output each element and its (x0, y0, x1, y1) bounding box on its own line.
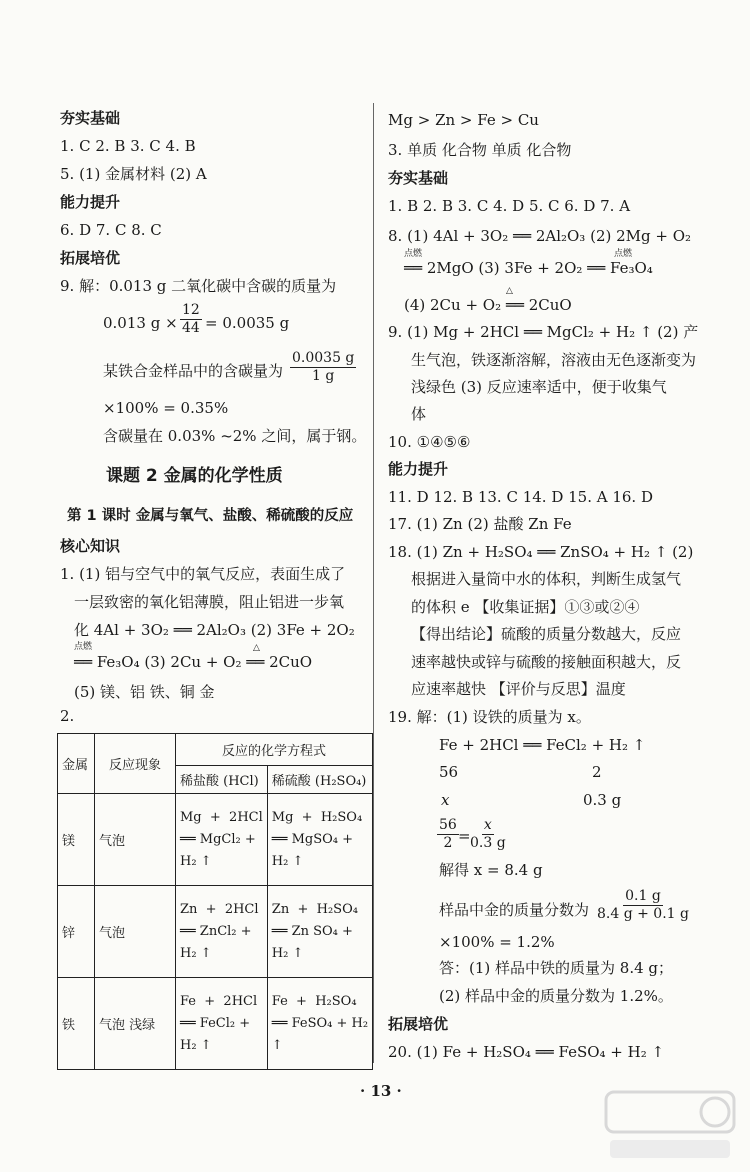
equals-sign: = (458, 827, 471, 845)
answer-line: 浅绿色 (3) 反应速率适中，便于收集气 (411, 378, 667, 396)
answer-line: 化 4Al + 3O₂ ══ 2Al₂O₃ (2) 3Fe + 2O₂ (74, 621, 355, 639)
lesson-title: 课题 2 金属的化学性质 (106, 466, 283, 486)
header-hcl: 稀盐酸 (HCl) (176, 766, 268, 794)
header-h2so4: 稀硫酸 (H₂SO₄) (267, 766, 372, 794)
h2so4-equation-cell: Fe + H₂SO₄ ══ FeSO₄ + H₂ ↑ (267, 978, 372, 1070)
formula-text: 0.013 g × (103, 314, 178, 332)
numerator: 0.1 g (625, 888, 661, 904)
value-cell: 2 (592, 763, 602, 781)
answer-line: 应速率越快 【评价与反思】温度 (411, 680, 626, 698)
answer-line: 1. B 2. B 3. C 4. D 5. C 6. D 7. A (388, 197, 631, 215)
phenomenon-cell: 气泡 (95, 794, 176, 886)
header-phenomenon: 反应现象 (95, 734, 176, 794)
answer-line: (5) 镁、铝 铁、铜 金 (74, 683, 215, 701)
answer-line: ══ 2MgO (3) 3Fe + 2O₂ ══ Fe₃O₄ (404, 259, 653, 277)
numerator: 56 (439, 817, 457, 833)
numerator: 12 (182, 302, 200, 318)
answer-line: 速率越快或锌与硫酸的接触面积越大，反 (411, 653, 682, 671)
answer-line: 一层致密的氧化铝薄膜，阻止铝进一步氧 (74, 593, 345, 611)
answer-line: ══ Fe₃O₄ (3) 2Cu + O₂ ══ 2CuO (74, 653, 313, 671)
numerator: x (483, 817, 492, 833)
answer-line: 8. (1) 4Al + 3O₂ ══ 2Al₂O₃ (2) 2Mg + O₂ (388, 227, 692, 245)
fraction (290, 350, 356, 385)
watermark-logo (600, 1086, 740, 1166)
answer-line: (4) 2Cu + O₂ ══ 2CuO (404, 296, 572, 314)
column-divider (373, 103, 374, 1063)
question-label: 2. (60, 707, 75, 725)
reaction-table (57, 733, 373, 1070)
answer-line: 样品中金的质量分数为 (439, 901, 590, 919)
answer-line: 6. D 7. C 8. C (60, 221, 162, 239)
answer-line: 含碳量在 0.03% ~2% 之间，属于钢。 (103, 427, 367, 445)
watermark-graphic (600, 1086, 740, 1166)
denominator: 0.3 g (470, 835, 506, 851)
answer-line: 18. (1) Zn + H₂SO₄ ══ ZnSO₄ + H₂ ↑ (2) (388, 543, 694, 561)
answer-line: 的体积 e 【收集证据】①③或②④ (411, 598, 640, 616)
metal-cell: 镁 (58, 794, 95, 886)
answer-line: Mg > Zn > Fe > Cu (388, 111, 539, 129)
period-title: 第 1 课时 金属与氧气、盐酸、稀硫酸的反应 (67, 508, 354, 524)
answer-line: 5. (1) 金属材料 (2) A (60, 165, 207, 183)
answer-line: 9. (1) Mg + 2HCl ══ MgCl₂ + H₂ ↑ (2) 产 (388, 323, 699, 341)
condition-heat: △ (253, 643, 260, 653)
answer-line: 10. ①④⑤⑥ (388, 433, 471, 451)
phenomenon-cell: 气泡 浅绿 (95, 978, 176, 1070)
denominator: 44 (182, 320, 200, 336)
header-metal: 金属 (58, 734, 95, 794)
h2so4-equation-cell: Mg + H₂SO₄ ══ MgSO₄ + H₂ ↑ (267, 794, 372, 886)
answer-line: ×100% = 0.35% (103, 399, 229, 417)
condition-ignite: 点燃 (74, 642, 93, 652)
hcl-equation-cell: Zn + 2HCl ══ ZnCl₂ + H₂ ↑ (176, 886, 268, 978)
answer-line: 11. D 12. B 13. C 14. D 15. A 16. D (388, 488, 653, 506)
answer-line: 体 (411, 405, 427, 423)
condition-ignite: 点燃 (404, 249, 423, 259)
fraction (470, 817, 506, 852)
fraction (437, 817, 459, 852)
formula-text: = 0.0035 g (205, 314, 290, 332)
section-heading: 能力提升 (388, 460, 449, 478)
formula-text: 某铁合金样品中的含碳量为 (103, 362, 284, 380)
value-cell: x (441, 791, 450, 809)
answer-line: 解得 x = 8.4 g (439, 861, 543, 879)
denominator: 2 (443, 835, 453, 851)
fraction (597, 888, 689, 923)
answer-line: 生气泡，铁逐渐溶解，溶液由无色逐渐变为 (411, 351, 697, 369)
section-heading: 拓展培优 (388, 1015, 449, 1033)
section-heading: 能力提升 (60, 193, 121, 211)
value-cell: 0.3 g (583, 791, 622, 809)
denominator: 1 g (312, 368, 335, 384)
h2so4-equation-cell: Zn + H₂SO₄ ══ Zn SO₄ + H₂ ↑ (267, 886, 372, 978)
page-number: · 13 · (360, 1082, 402, 1100)
section-heading: 夯实基础 (388, 169, 449, 187)
answer-line: 1. (1) 铝与空气中的氧气反应，表面生成了 (60, 565, 346, 583)
metal-cell: 铁 (58, 978, 95, 1070)
numerator: 0.0035 g (292, 350, 355, 366)
answer-line: 3. 单质 化合物 单质 化合物 (388, 141, 572, 159)
section-heading: 夯实基础 (60, 109, 121, 127)
answer-line: 【得出结论】硫酸的质量分数越大，反应 (411, 625, 682, 643)
header-equation: 反应的化学方程式 (176, 734, 373, 766)
answer-line: 17. (1) Zn (2) 盐酸 Zn Fe (388, 515, 572, 533)
metal-cell: 锌 (58, 886, 95, 978)
section-heading: 核心知识 (60, 537, 121, 555)
answer-line: 1. C 2. B 3. C 4. B (60, 137, 196, 155)
answer-line: ×100% = 1.2% (439, 933, 555, 951)
answer-line: 20. (1) Fe + H₂SO₄ ══ FeSO₄ + H₂ ↑ (388, 1043, 665, 1061)
hcl-equation-cell: Mg + 2HCl ══ MgCl₂ + H₂ ↑ (176, 794, 268, 886)
condition-heat: △ (506, 286, 513, 296)
answer-line: 答：(1) 样品中铁的质量为 8.4 g； (439, 959, 674, 977)
fraction (180, 302, 202, 337)
answer-line: (2) 样品中金的质量分数为 1.2%。 (439, 987, 673, 1005)
answer-line: 19. 解：(1) 设铁的质量为 x。 (388, 708, 591, 726)
condition-ignite: 点燃 (614, 249, 633, 259)
answer-line: 9. 解：0.013 g 二氧化碳中含碳的质量为 (60, 277, 337, 295)
value-cell: 56 (439, 763, 459, 781)
denominator: 8.4 g + 0.1 g (597, 906, 689, 922)
equation-line: Fe + 2HCl ══ FeCl₂ + H₂ ↑ (439, 736, 646, 754)
hcl-equation-cell: Fe + 2HCl ══ FeCl₂ + H₂ ↑ (176, 978, 268, 1070)
section-heading: 拓展培优 (60, 249, 121, 267)
answer-line: 根据进入量筒中水的体积，判断生成氢气 (411, 570, 682, 588)
phenomenon-cell: 气泡 (95, 886, 176, 978)
